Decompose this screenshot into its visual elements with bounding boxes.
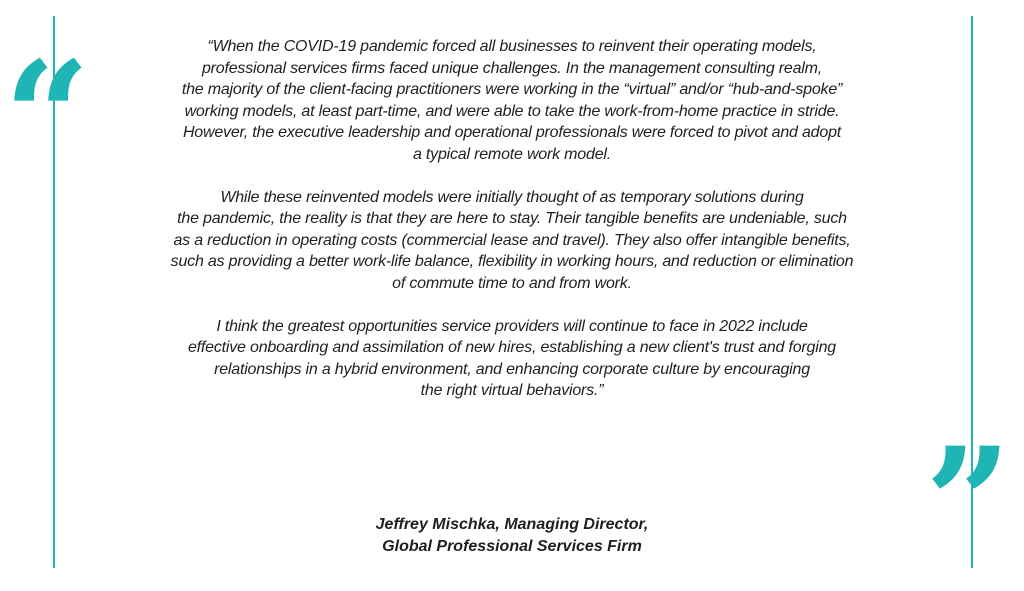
quote-line: working models, at least part-time, and were able to take the work-from-home practice in stride.: [184, 102, 840, 120]
quote-line: a typical remote work model.: [412, 145, 612, 163]
quote-line: I think the greatest opportunities service providers will continue to face in 2022 include: [216, 317, 808, 335]
quote-line: as a reduction in operating costs (commercial lease and travel). They also offer intangible benefits,: [173, 231, 851, 249]
open-quote-icon: “: [4, 29, 91, 205]
quote-line: professional services firms faced unique challenges. In the management consulting realm,: [201, 59, 823, 77]
attribution-organization: Global Professional Services Firm: [382, 538, 642, 555]
attribution-name-title: Jeffrey Mischka, Managing Director,: [375, 516, 649, 533]
quote-line: While these reinvented models were initially thought of as temporary solutions during: [220, 188, 804, 206]
quote-attribution: [100, 514, 924, 558]
quote-paragraph-2: [100, 187, 924, 295]
quote-line: the pandemic, the reality is that they are here to stay. Their tangible benefits are undeniable, such: [177, 210, 847, 227]
quote-line: However, the executive leadership and operational professionals were forced to pivot and adopt: [182, 124, 842, 141]
quote-text: [100, 36, 924, 423]
quote-line: relationships in a hybrid environment, and enhancing corporate culture by encouraging: [214, 360, 810, 378]
quote-line: “When the COVID-19 pandemic forced all businesses to reinvent their operating models,: [207, 38, 817, 55]
quote-line: of commute time to and from work.: [392, 274, 632, 292]
quote-line: the right virtual behaviors.”: [420, 382, 604, 399]
quote-line: the majority of the client-facing practitioners were working in the “virtual” and/or “hub-and-spoke”: [181, 81, 843, 98]
quote-paragraph-3: [100, 316, 924, 402]
close-quote-icon: ”: [925, 415, 1012, 591]
quote-paragraph-1: [100, 36, 924, 165]
quote-line: effective onboarding and assimilation of new hires, establishing a new client's trust and forging: [187, 339, 837, 356]
quote-line: such as providing a better work-life balance, flexibility in working hours, and reduction or elimination: [170, 253, 854, 270]
